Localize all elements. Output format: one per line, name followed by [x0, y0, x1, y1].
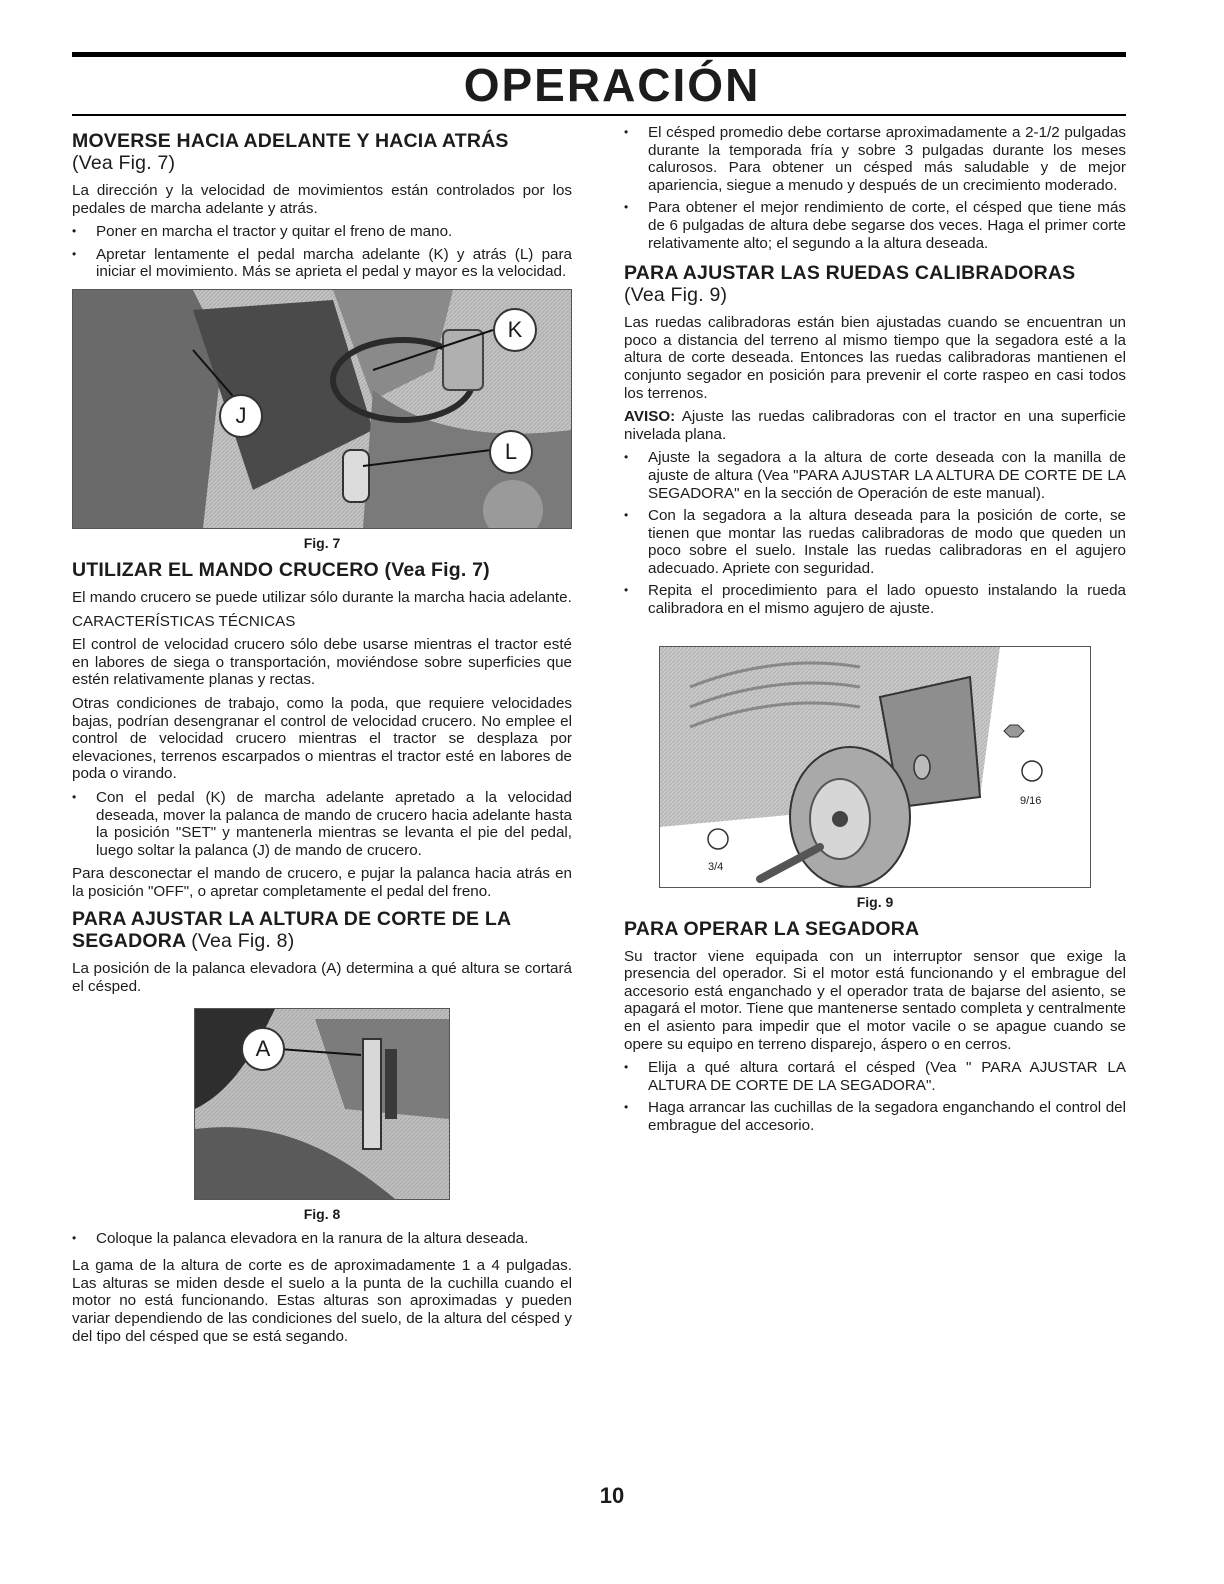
gauge-wheel-illustration: [660, 647, 1090, 887]
heading-text: MOVERSE HACIA ADELANTE Y HACIA ATRÁS: [72, 130, 509, 152]
callout-j: J: [219, 394, 263, 438]
list-item: • Ajuste la segadora a la altura de corte deseada con la manilla de ajuste de altura (Vea "PARA AJUSTAR LA ALTURA DE CORTE DE LA SEGADORA" en la sección de Operación de este manual).: [624, 449, 1126, 502]
callout-a: A: [241, 1027, 285, 1071]
callout-k: K: [493, 308, 537, 352]
paragraph: El control de velocidad crucero sólo debe usarse mientras el tractor esté en labores de siega o transportación, moviéndose sobre superficies que estén relativamente planas y rectas.: [72, 636, 572, 689]
paragraph: La dirección y la velocidad de movimientos están controlados por los pedales de marcha adelante y atrás.: [72, 182, 572, 217]
bullet-list: [72, 1230, 572, 1248]
notice-text: Ajuste las ruedas calibradoras con el tractor en una superficie nivelada plana.: [624, 408, 1126, 443]
right-column: [624, 118, 1126, 1141]
paragraph: Las ruedas calibradoras están bien ajustadas cuando se encuentran un poco a distancia del terreno al mismo tiempo que la segadora esté a la altura de corte deseada. Entonces las ruedas calibradoras mantienen el conjunto segador en posición para prevenir el corte raspeo en casi todos los terrenos.: [624, 314, 1126, 402]
section-heading-gauge-wheels: [624, 262, 1126, 306]
section-heading-forward-reverse: [72, 130, 572, 174]
heading-ref: (Vea Fig. 9): [624, 284, 728, 307]
list-item: • Con la segadora a la altura deseada para la posición de corte, se tienen que montar las ruedas calibradoras de modo que queden un poco sobre el suelo. Instale las ruedas calibradoras en el agujero adecuado. Apriete con seguridad.: [624, 507, 1126, 577]
bullet-list: [624, 1059, 1126, 1134]
section-heading-operate-mower: PARA OPERAR LA SEGADORA: [624, 917, 920, 940]
callout-l: L: [489, 430, 533, 474]
heading-ref: (Vea Fig. 8): [191, 930, 295, 953]
figure-7-image: [72, 289, 572, 529]
paragraph: Su tractor viene equipada con un interruptor sensor que exige la presencia del operador. Si el motor está funcionando y el embrague del accesorio está enganchado y el operador trata de bajarse del asiento, se apagará el motor. Tiene que mantenerse sentado completa y centralmente en el asiento para impedir que el motor vacile o se apague cuando se opere su equipo en terreno disparejo, áspero o en cerros.: [624, 947, 1126, 1053]
figure-9-caption: Fig. 9: [856, 893, 894, 910]
heading-text: PARA AJUSTAR LAS RUEDAS CALIBRADORAS: [624, 262, 1076, 285]
wrench-size-label-9-16: 9/16: [1020, 794, 1042, 807]
figure-7-caption: Fig. 7: [303, 534, 341, 551]
paragraph: El mando crucero se puede utilizar sólo durante la marcha hacia adelante.: [72, 588, 572, 606]
list-item: • Con el pedal (K) de marcha adelante apretado a la velocidad deseada, mover la palanca de mando de crucero hacia adelante hasta la posición "SET" y mantenerla mientras se levanta el pie del pedal, luego soltar la palanca (J) de mando de crucero.: [72, 789, 572, 859]
section-heading-cutting-height: [72, 908, 572, 952]
paragraph: La posición de la palanca elevadora (A) determina a qué altura se cortará el césped.: [72, 960, 572, 996]
heading-ref: (Vea Fig. 7): [72, 152, 176, 174]
figure-9-image: [659, 646, 1091, 888]
list-item: • Repita el procedimiento para el lado opuesto instalando la rueda calibradora en el mismo agujero de ajuste.: [624, 582, 1126, 617]
section-heading-cruise-control: UTILIZAR EL MANDO CRUCERO (Vea Fig. 7): [72, 558, 490, 581]
title-underline: [72, 114, 1126, 116]
list-item: • El césped promedio debe cortarse aproximadamente a 2-1/2 pulgadas durante la temporada fría y sobre 3 pulgadas durante los meses calurosos. Para obtener un césped más saludable y de mejor apariencia, siegue a menudo y después de un crecimiento moderado.: [624, 124, 1126, 194]
left-column: [72, 118, 572, 1351]
list-item: • Para obtener el mejor rendimiento de corte, el césped que tiene más de 6 pulgadas de altura debe segarse dos veces. Haga el primer corte relativamente alto; el segundo a la altura deseada.: [624, 199, 1126, 252]
paragraph-subheading: CARACTERÍSTICAS TÉCNICAS: [72, 612, 296, 630]
bullet-list: [624, 449, 1126, 617]
list-item: • Poner en marcha el tractor y quitar el freno de mano.: [72, 223, 572, 241]
page-number: 10: [599, 1483, 625, 1508]
bullet-list: [72, 789, 572, 859]
bullet-list: [624, 124, 1126, 252]
page-title: OPERACIÓN: [463, 59, 761, 111]
paragraph: La gama de la altura de corte es de aproximadamente 1 a 4 pulgadas. Las alturas se miden desde el suelo a la punta de la cuchilla cuando el motor no está funcionando. Estas alturas son aproximadas y pueden variar dependiendo de las condiciones del suelo, de la altura del césped y del tipo del césped que se está segando.: [72, 1257, 572, 1345]
figure-8-image: [194, 1008, 450, 1200]
heading-text: PARA AJUSTAR LA ALTURA DE CORTE DE LA SEGADORA: [72, 908, 511, 953]
notice-label: AVISO:: [624, 408, 676, 426]
lift-lever-illustration: [195, 1009, 449, 1199]
paragraph: Para desconectar el mando de crucero, e pujar la palanca hacia atrás en la posición "OFF", o apretar completamente el pedal del freno.: [72, 865, 572, 900]
paragraph: Otras condiciones de trabajo, como la poda, que requiere velocidades bajas, podrían desengranar el control de velocidad crucero. No emplee el control de velocidad crucero mientras el tractor se desplaza por elevaciones, terrenos escarpados o mientras el tractor esté en labores de poda o virando.: [72, 694, 572, 783]
list-item: • Elija a qué altura cortará el césped (Vea " PARA AJUSTAR LA ALTURA DE CORTE DE LA SEGADORA".: [624, 1059, 1126, 1094]
bullet-list: [72, 223, 572, 281]
list-item: • Haga arrancar las cuchillas de la segadora enganchando el control del embrague del accesorio.: [624, 1099, 1126, 1134]
list-item: • Coloque la palanca elevadora en la ranura de la altura deseada.: [72, 1230, 572, 1248]
wrench-size-label-3-4: 3/4: [708, 860, 724, 873]
top-rule: [72, 52, 1126, 57]
figure-8-caption: Fig. 8: [303, 1205, 341, 1222]
list-item: • Apretar lentamente el pedal marcha adelante (K) y atrás (L) para iniciar el movimiento. Más se aprieta el pedal y mayor es la velocidad.: [72, 246, 572, 281]
notice-paragraph: [624, 408, 1126, 443]
